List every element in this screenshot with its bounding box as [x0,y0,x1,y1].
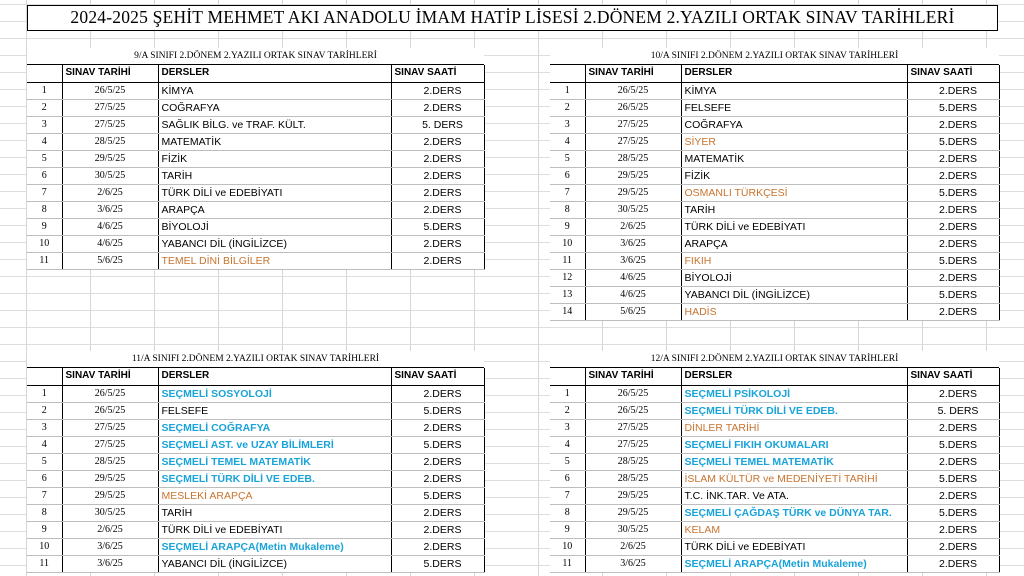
exam-subject: HADİS [681,303,907,320]
exam-subject: MESLEKİ ARAPÇA [158,487,391,504]
header-time: SINAV SAATİ [907,65,999,82]
table-row [550,521,999,538]
exam-period: 2.DERS [907,303,999,320]
exam-date: 29/5/25 [62,470,158,487]
exam-date: 3/6/25 [585,555,681,572]
row-number: 5 [27,453,62,470]
exam-period: 2.DERS [391,99,484,116]
exam-period: 2.DERS [391,470,484,487]
exam-period: 5. DERS [907,402,999,419]
header-date: SINAV TARİHİ [62,368,158,385]
table-row [27,218,484,235]
row-number: 11 [550,252,585,269]
row-number: 8 [550,504,585,521]
row-number: 7 [27,184,62,201]
row-number: 8 [27,504,62,521]
table-row [550,504,999,521]
table-row [27,419,484,436]
exam-subject: TEMEL DİNİ BİLGİLER [158,252,391,269]
exam-period: 2.DERS [907,116,999,133]
row-number: 4 [27,133,62,150]
row-number: 3 [27,419,62,436]
table-row [550,402,999,419]
exam-period: 2.DERS [391,167,484,184]
schedule-table-10a [550,65,1000,321]
row-number: 11 [550,555,585,572]
exam-subject: KİMYA [681,82,907,99]
exam-subject: T.C. İNK.TAR. Ve ATA. [681,487,907,504]
exam-period: 5.DERS [907,286,999,303]
exam-period: 2.DERS [907,521,999,538]
exam-date: 2/6/25 [585,218,681,235]
table-row [550,133,999,150]
exam-period: 5.DERS [907,252,999,269]
table-row [27,470,484,487]
table-row [27,402,484,419]
exam-subject: SEÇMELİ ÇAĞDAŞ TÜRK ve DÜNYA TAR. [681,504,907,521]
schedule-table-9a [27,65,485,270]
exam-date: 29/5/25 [585,184,681,201]
table-row [550,487,999,504]
header-no-cell [27,368,62,385]
exam-subject: YABANCI DİL (İNGİLİZCE) [158,555,391,572]
table-row [550,201,999,218]
exam-period: 2.DERS [907,82,999,99]
exam-subject: YABANCI DİL (İNGİLİZCE) [681,286,907,303]
exam-subject: TARİH [158,167,391,184]
exam-period: 2.DERS [907,453,999,470]
exam-subject: YABANCI DİL (İNGİLİZCE) [158,235,391,252]
exam-subject: SEÇMELİ AST. ve UZAY BİLİMLERİ [158,436,391,453]
exam-date: 3/6/25 [62,555,158,572]
row-number: 1 [550,82,585,99]
exam-date: 26/5/25 [62,385,158,402]
table-row [27,116,484,133]
exam-period: 5.DERS [907,470,999,487]
table-row [550,116,999,133]
table-row [550,385,999,402]
table-row [27,235,484,252]
exam-period: 5.DERS [907,436,999,453]
exam-period: 2.DERS [391,504,484,521]
exam-date: 27/5/25 [62,419,158,436]
row-number: 8 [27,201,62,218]
exam-date: 5/6/25 [585,303,681,320]
exam-date: 27/5/25 [62,99,158,116]
exam-date: 27/5/25 [585,116,681,133]
exam-date: 2/6/25 [62,521,158,538]
exam-subject: SEÇMELİ TEMEL MATEMATİK [158,453,391,470]
table-row [550,235,999,252]
section-heading-10a: 10/A SINIFI 2.DÖNEM 2.YAZILI ORTAK SINAV TARİHLERİ [550,48,999,65]
exam-period: 2.DERS [907,167,999,184]
exam-date: 29/5/25 [585,504,681,521]
exam-date: 5/6/25 [62,252,158,269]
exam-subject: OSMANLI TÜRKÇESİ [681,184,907,201]
exam-date: 4/6/25 [585,269,681,286]
row-number: 2 [27,402,62,419]
section-9a [27,48,484,270]
exam-date: 29/5/25 [62,487,158,504]
exam-period: 2.DERS [391,235,484,252]
header-no-cell [27,65,62,82]
header-subject: DERSLER [681,65,907,82]
table-header-row [27,368,484,385]
table-row [27,252,484,269]
exam-period: 5.DERS [391,402,484,419]
row-number: 6 [27,167,62,184]
row-number: 9 [27,218,62,235]
exam-subject: BİYOLOJİ [681,269,907,286]
row-number: 5 [550,453,585,470]
row-number: 1 [27,82,62,99]
table-row [550,470,999,487]
exam-period: 2.DERS [907,487,999,504]
exam-subject: TARİH [158,504,391,521]
exam-subject: FIKIH [681,252,907,269]
exam-period: 5.DERS [907,184,999,201]
exam-subject: SAĞLIK BİLG. ve TRAF. KÜLT. [158,116,391,133]
section-heading-9a: 9/A SINIFI 2.DÖNEM 2.YAZILI ORTAK SINAV TARİHLERİ [27,48,484,65]
header-subject: DERSLER [158,368,391,385]
exam-subject: SEÇMELİ SOSYOLOJİ [158,385,391,402]
row-number: 6 [27,470,62,487]
exam-date: 28/5/25 [62,453,158,470]
exam-date: 29/5/25 [585,487,681,504]
exam-period: 2.DERS [391,419,484,436]
row-number: 11 [27,252,62,269]
exam-subject: KİMYA [158,82,391,99]
section-10a [550,48,999,321]
row-number: 2 [550,99,585,116]
table-row [27,385,484,402]
exam-period: 2.DERS [907,150,999,167]
table-row [550,167,999,184]
table-row [27,521,484,538]
row-number: 4 [550,436,585,453]
table-row [550,419,999,436]
row-number: 4 [27,436,62,453]
exam-date: 26/5/25 [62,402,158,419]
header-time: SINAV SAATİ [391,368,484,385]
row-number: 10 [550,538,585,555]
exam-date: 27/5/25 [585,419,681,436]
row-number: 4 [550,133,585,150]
exam-subject: DİNLER TARİHİ [681,419,907,436]
schedule-table-11a [27,368,485,573]
exam-date: 30/5/25 [62,504,158,521]
exam-period: 5.DERS [391,436,484,453]
exam-period: 2.DERS [391,252,484,269]
table-row [27,184,484,201]
row-number: 8 [550,201,585,218]
exam-period: 2.DERS [907,538,999,555]
exam-subject: SEÇMELİ ARAPÇA(Metin Mukaleme) [681,555,907,572]
table-row [550,538,999,555]
exam-date: 27/5/25 [62,116,158,133]
exam-period: 2.DERS [907,385,999,402]
exam-date: 2/6/25 [62,184,158,201]
exam-date: 4/6/25 [585,286,681,303]
exam-period: 2.DERS [391,385,484,402]
exam-period: 2.DERS [391,150,484,167]
schedule-table-12a [550,368,1000,573]
exam-period: 5.DERS [907,504,999,521]
exam-period: 2.DERS [391,184,484,201]
table-row [27,436,484,453]
table-row [27,201,484,218]
table-row [550,555,999,572]
exam-date: 27/5/25 [585,133,681,150]
exam-subject: SİYER [681,133,907,150]
section-11a [27,351,484,573]
exam-period: 2.DERS [391,133,484,150]
exam-subject: SEÇMELİ TEMEL MATEMATİK [681,453,907,470]
exam-subject: FELSEFE [681,99,907,116]
exam-subject: ARAPÇA [681,235,907,252]
table-header-row [550,65,999,82]
exam-subject: KELAM [681,521,907,538]
exam-subject: MATEMATİK [158,133,391,150]
exam-date: 3/6/25 [62,538,158,555]
exam-date: 4/6/25 [62,218,158,235]
page-title: 2024-2025 ŞEHİT MEHMET AKI ANADOLU İMAM HATİP LİSESİ 2.DÖNEM 2.YAZILI ORTAK SINAV TARİHLERİ [27,5,998,31]
exam-period: 2.DERS [391,521,484,538]
table-row [27,453,484,470]
exam-subject: SEÇMELİ FIKIH OKUMALARI [681,436,907,453]
section-heading-11a: 11/A SINIFI 2.DÖNEM 2.YAZILI ORTAK SINAV TARİHLERİ [27,351,484,368]
exam-date: 4/6/25 [62,235,158,252]
exam-subject: COĞRAFYA [681,116,907,133]
exam-subject: SEÇMELİ PSİKOLOJİ [681,385,907,402]
exam-subject: BİYOLOJİ [158,218,391,235]
exam-date: 28/5/25 [585,470,681,487]
exam-date: 3/6/25 [585,252,681,269]
section-12a [550,351,999,573]
exam-period: 2.DERS [907,419,999,436]
row-number: 7 [550,184,585,201]
table-row [27,504,484,521]
row-number: 14 [550,303,585,320]
exam-date: 26/5/25 [585,402,681,419]
header-time: SINAV SAATİ [907,368,999,385]
table-row [550,99,999,116]
exam-period: 2.DERS [907,218,999,235]
table-row [550,436,999,453]
row-number: 9 [550,218,585,235]
exam-subject: SEÇMELİ TÜRK DİLİ VE EDEB. [681,402,907,419]
row-number: 1 [27,385,62,402]
table-row [550,252,999,269]
table-row [550,453,999,470]
exam-date: 26/5/25 [585,99,681,116]
table-row [550,82,999,99]
exam-period: 5.DERS [907,99,999,116]
exam-subject: SEÇMELİ ARAPÇA(Metin Mukaleme) [158,538,391,555]
exam-date: 27/5/25 [585,436,681,453]
table-row [27,99,484,116]
exam-date: 3/6/25 [62,201,158,218]
row-number: 5 [27,150,62,167]
row-number: 12 [550,269,585,286]
header-subject: DERSLER [681,368,907,385]
exam-subject: SEÇMELİ TÜRK DİLİ VE EDEB. [158,470,391,487]
exam-date: 29/5/25 [585,167,681,184]
row-number: 2 [27,99,62,116]
exam-subject: SEÇMELİ COĞRAFYA [158,419,391,436]
row-number: 2 [550,402,585,419]
header-time: SINAV SAATİ [391,65,484,82]
exam-date: 29/5/25 [62,150,158,167]
exam-subject: TÜRK DİLİ ve EDEBİYATI [681,538,907,555]
row-number: 10 [550,235,585,252]
header-date: SINAV TARİHİ [62,65,158,82]
exam-date: 30/5/25 [585,201,681,218]
exam-period: 2.DERS [391,201,484,218]
header-subject: DERSLER [158,65,391,82]
exam-subject: TÜRK DİLİ ve EDEBİYATI [158,184,391,201]
row-number: 10 [27,538,62,555]
exam-subject: COĞRAFYA [158,99,391,116]
exam-period: 2.DERS [391,82,484,99]
exam-subject: FİZİK [158,150,391,167]
table-row [27,150,484,167]
row-number: 10 [27,235,62,252]
header-no-cell [550,65,585,82]
exam-date: 28/5/25 [62,133,158,150]
exam-date: 26/5/25 [585,385,681,402]
exam-date: 28/5/25 [585,453,681,470]
section-heading-12a: 12/A SINIFI 2.DÖNEM 2.YAZILI ORTAK SINAV TARİHLERİ [550,351,999,368]
row-number: 3 [550,419,585,436]
row-number: 1 [550,385,585,402]
row-number: 13 [550,286,585,303]
row-number: 6 [550,470,585,487]
header-no-cell [550,368,585,385]
table-row [27,167,484,184]
exam-date: 3/6/25 [585,235,681,252]
exam-period: 5.DERS [391,555,484,572]
table-header-row [550,368,999,385]
exam-period: 2.DERS [391,453,484,470]
exam-date: 27/5/25 [62,436,158,453]
exam-period: 2.DERS [907,201,999,218]
exam-date: 2/6/25 [585,538,681,555]
exam-period: 5.DERS [391,487,484,504]
table-header-row [27,65,484,82]
exam-subject: MATEMATİK [681,150,907,167]
table-row [27,555,484,572]
table-row [27,82,484,99]
exam-period: 2.DERS [907,555,999,572]
exam-date: 30/5/25 [62,167,158,184]
exam-date: 26/5/25 [585,82,681,99]
table-row [550,218,999,235]
exam-subject: TÜRK DİLİ ve EDEBİYATI [158,521,391,538]
row-number: 9 [550,521,585,538]
row-number: 6 [550,167,585,184]
table-row [27,133,484,150]
exam-period: 2.DERS [907,269,999,286]
table-row [27,487,484,504]
row-number: 9 [27,521,62,538]
exam-period: 2.DERS [391,538,484,555]
row-number: 7 [27,487,62,504]
exam-period: 5.DERS [391,218,484,235]
exam-subject: ARAPÇA [158,201,391,218]
exam-date: 30/5/25 [585,521,681,538]
row-number: 3 [550,116,585,133]
table-row [550,184,999,201]
row-number: 11 [27,555,62,572]
row-number: 5 [550,150,585,167]
exam-period: 5. DERS [391,116,484,133]
header-date: SINAV TARİHİ [585,368,681,385]
exam-subject: FELSEFE [158,402,391,419]
exam-date: 28/5/25 [585,150,681,167]
header-date: SINAV TARİHİ [585,65,681,82]
table-row [550,269,999,286]
exam-period: 2.DERS [907,235,999,252]
exam-subject: TÜRK DİLİ ve EDEBİYATI [681,218,907,235]
exam-subject: FİZİK [681,167,907,184]
table-row [550,150,999,167]
table-row [550,303,999,320]
table-row [550,286,999,303]
exam-subject: İSLAM KÜLTÜR ve MEDENİYETİ TARİHİ [681,470,907,487]
exam-period: 5.DERS [907,133,999,150]
row-number: 3 [27,116,62,133]
exam-date: 26/5/25 [62,82,158,99]
row-number: 7 [550,487,585,504]
table-row [27,538,484,555]
exam-subject: TARİH [681,201,907,218]
